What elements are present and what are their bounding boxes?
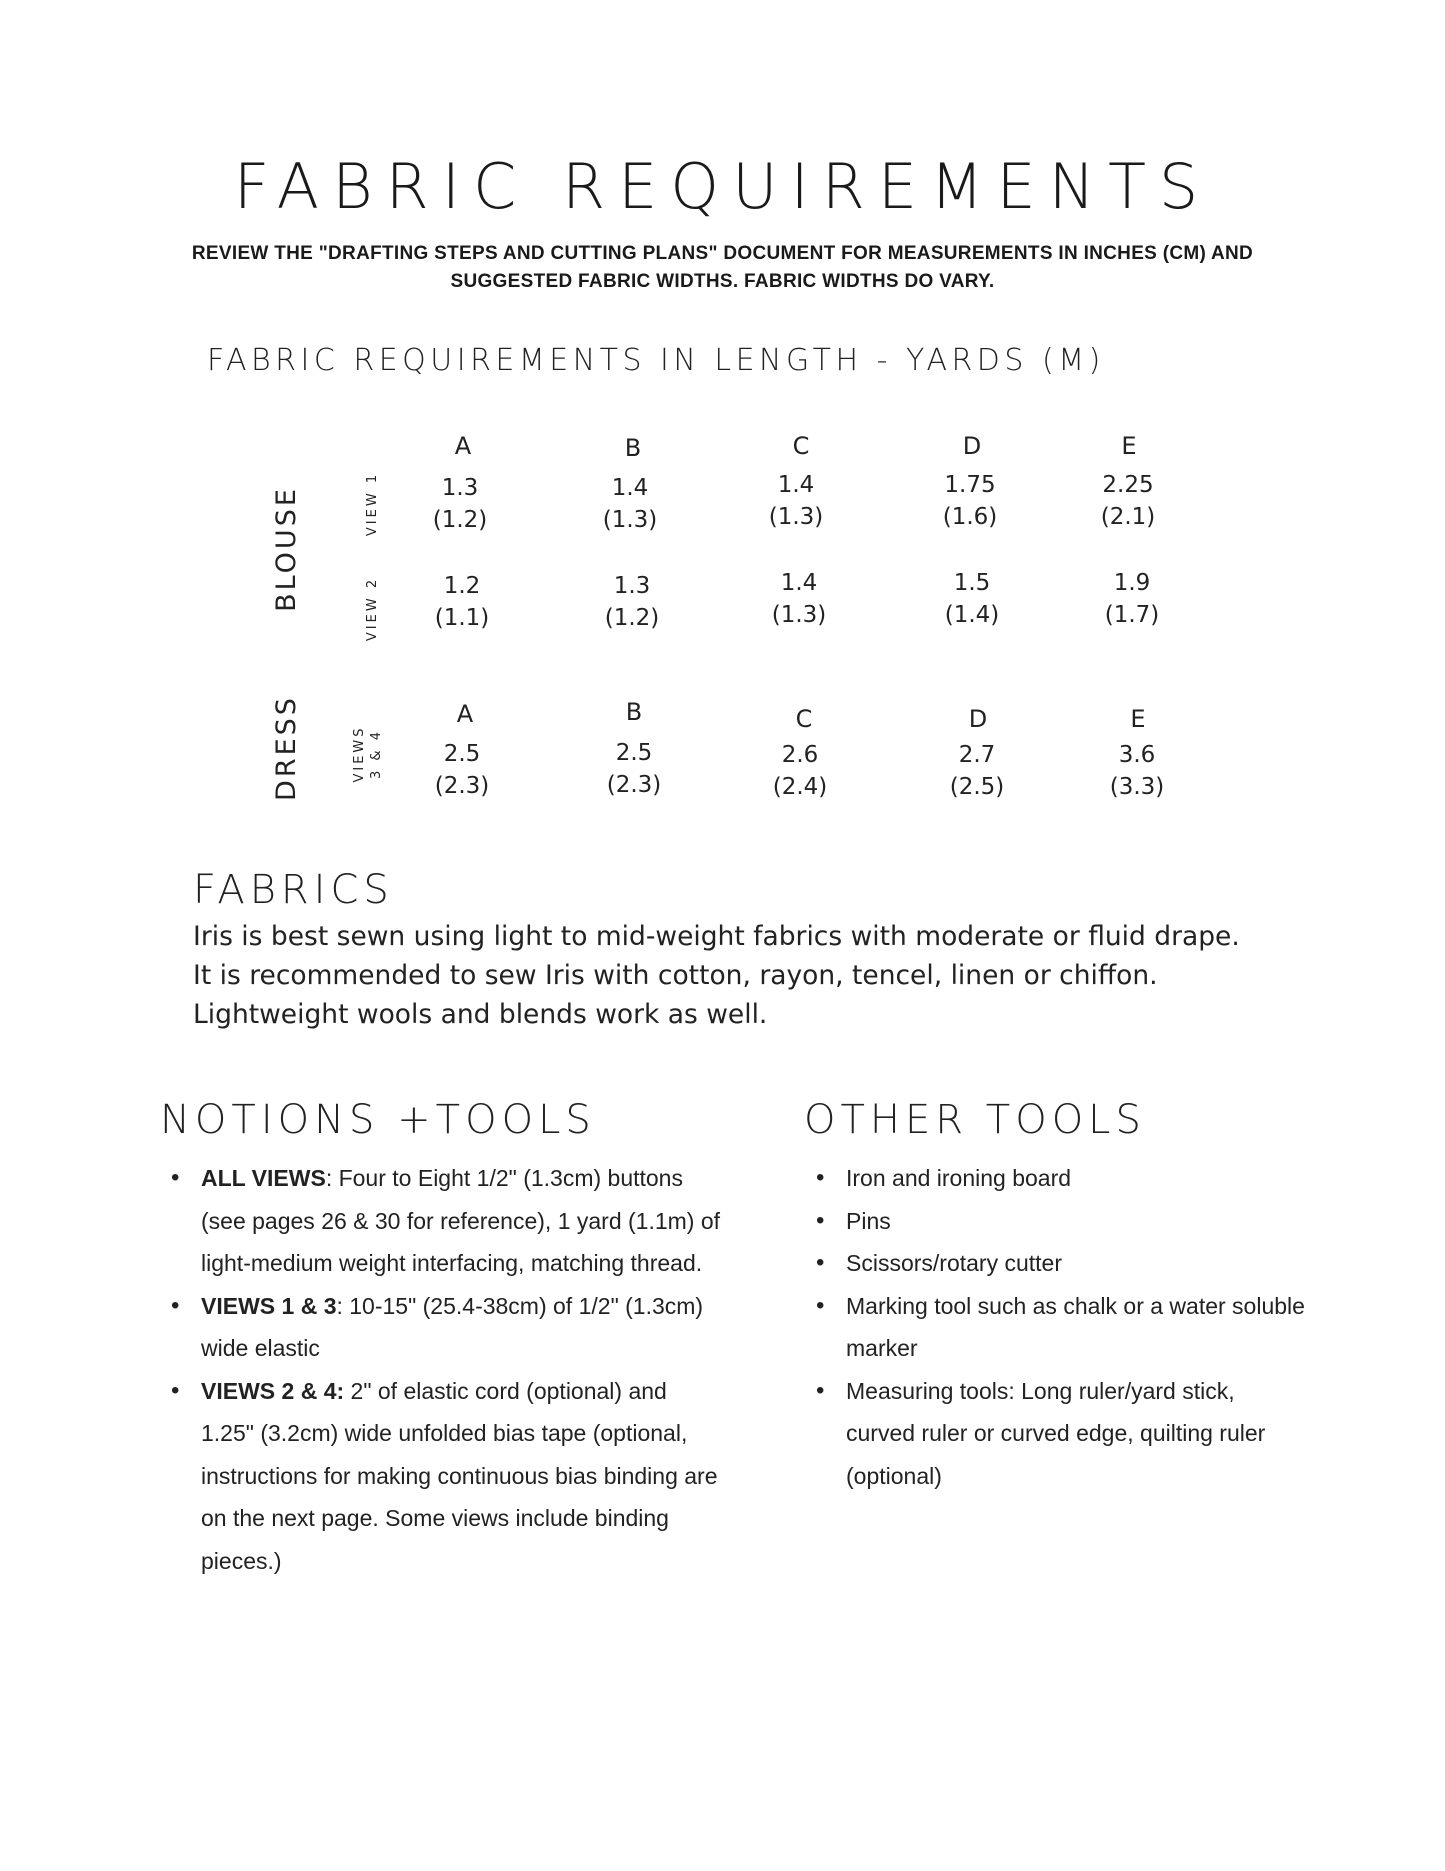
- yards: 1.4: [611, 475, 649, 501]
- item-label: VIEWS 1 & 3: [201, 1292, 337, 1319]
- page-subtitle: REVIEW THE "DRAFTING STEPS AND CUTTING PLANS" DOCUMENT FOR MEASUREMENTS IN INCHES (CM) AND SUGGESTED FABRIC WIDTHS. FABRIC WIDTHS DO VARY.: [191, 243, 1254, 292]
- meters: (1.6): [942, 504, 998, 530]
- yards: 1.3: [613, 573, 651, 599]
- meters: (1.2): [432, 507, 488, 533]
- list-item: • Measuring tools: Long ruler/yard stick, curved ruler or curved edge, quilting ruler (optional): [846, 1370, 1308, 1498]
- yards: 3.6: [1118, 742, 1156, 768]
- view-1-label: VIEW 1: [365, 471, 380, 537]
- item-label: VIEWS 2 & 4:: [201, 1377, 345, 1404]
- views-label-line1: VIEWS: [352, 725, 367, 783]
- meters: (2.5): [949, 774, 1005, 800]
- meters: (1.7): [1104, 602, 1160, 628]
- blouse-view1-a: [400, 472, 520, 536]
- blouse-view1-e: [1068, 469, 1188, 533]
- meters: (2.3): [606, 772, 662, 798]
- list-item: • Pins: [846, 1200, 1308, 1243]
- views-3-4-label: [351, 694, 385, 814]
- list-item: • Iron and ironing board: [846, 1157, 1308, 1200]
- blouse-size-b: B: [624, 434, 642, 462]
- item-text: Four to Eight 1/2" (1.3cm) buttons (see pages 26 & 30 for reference), 1 yard (1.1m) of light-medium weight interfacing, matching thread.: [201, 1165, 721, 1276]
- blouse-label: BLOUSE: [271, 486, 302, 612]
- other-tools-heading: OTHER TOOLS: [804, 1097, 1146, 1143]
- meters: (1.3): [768, 504, 824, 530]
- yards: 1.2: [443, 573, 481, 599]
- view-2-label: VIEW 2: [365, 576, 380, 642]
- notions-list: [163, 1157, 723, 1582]
- item-separator: :: [336, 1292, 350, 1319]
- views-label-line2: 3 & 4: [369, 729, 384, 779]
- yards: 2.5: [615, 740, 653, 766]
- blouse-view1-b: [570, 472, 690, 536]
- yards: 2.6: [781, 742, 819, 768]
- meters: (1.1): [434, 605, 490, 631]
- list-item: • Scissors/rotary cutter: [846, 1242, 1308, 1285]
- dress-d: [917, 739, 1037, 803]
- notions-heading: NOTIONS +TOOLS: [160, 1097, 596, 1143]
- blouse-view1-c: [736, 469, 856, 533]
- meters: (1.3): [602, 507, 658, 533]
- other-tools-list: [808, 1157, 1308, 1497]
- dress-label: DRESS: [271, 695, 302, 801]
- fabrics-text: Iris is best sewn using light to mid-weight fabrics with moderate or fluid drape. It is recommended to sew Iris with cotton, rayon, tencel, linen or chiffon. Lightweight wools and blends work as well.: [193, 921, 1240, 1030]
- other-tools-list-container: [808, 1157, 1308, 1497]
- dress-e: [1077, 739, 1197, 803]
- blouse-size-e: E: [1121, 432, 1137, 460]
- yards: 1.5: [953, 570, 991, 596]
- blouse-size-a: A: [454, 432, 472, 460]
- yards: 1.4: [780, 570, 818, 596]
- dress-size-b: B: [625, 698, 643, 726]
- item-text: 2" of elastic cord (optional) and 1.25" (3.2cm) wide unfolded bias tape (optional, instructions for making continuous bias binding are on the next page. Some views include binding pieces.): [201, 1377, 718, 1574]
- yards: 1.75: [944, 472, 996, 498]
- notions-list-container: [163, 1157, 723, 1582]
- yards: 1.4: [777, 472, 815, 498]
- blouse-view2-b: [572, 570, 692, 634]
- blouse-view1-d: [910, 469, 1030, 533]
- dress-b: [574, 737, 694, 801]
- meters: (2.3): [434, 773, 490, 799]
- meters: (1.4): [944, 602, 1000, 628]
- meters: (1.3): [771, 602, 827, 628]
- yards: 2.5: [443, 741, 481, 767]
- fabrics-heading: FABRICS: [193, 867, 394, 913]
- blouse-view2-c: [739, 567, 859, 631]
- list-item: • Marking tool such as chalk or a water soluble marker: [846, 1285, 1308, 1370]
- list-item: [201, 1285, 723, 1370]
- item-separator: :: [325, 1165, 339, 1191]
- blouse-size-d: D: [962, 432, 982, 460]
- yards: 1.3: [441, 475, 479, 501]
- blouse-view2-e: [1072, 567, 1192, 631]
- item-text: 10-15" (25.4-38cm) of 1/2" (1.3cm) wide elastic: [201, 1292, 704, 1361]
- meters: (2.4): [772, 774, 828, 800]
- page-title: FABRIC REQUIREMENTS: [233, 150, 1212, 223]
- blouse-view2-a: [402, 570, 522, 634]
- blouse-size-c: C: [792, 432, 810, 460]
- dress-a: [402, 738, 522, 802]
- meters: (3.3): [1109, 774, 1165, 800]
- dress-size-a: A: [456, 700, 474, 728]
- meters: (1.2): [604, 605, 660, 631]
- dress-size-c: C: [795, 705, 813, 733]
- requirements-heading: FABRIC REQUIREMENTS IN LENGTH - YARDS (M): [207, 343, 1105, 378]
- yards: 2.25: [1102, 472, 1154, 498]
- list-item: [201, 1157, 723, 1285]
- meters: (2.1): [1100, 504, 1156, 530]
- yards: 1.9: [1113, 570, 1151, 596]
- dress-size-d: D: [968, 705, 988, 733]
- dress-c: [740, 739, 860, 803]
- item-label: ALL VIEWS: [201, 1165, 326, 1191]
- yards: 2.7: [958, 742, 996, 768]
- blouse-view2-d: [912, 567, 1032, 631]
- dress-size-e: E: [1130, 705, 1146, 733]
- list-item: [201, 1370, 723, 1583]
